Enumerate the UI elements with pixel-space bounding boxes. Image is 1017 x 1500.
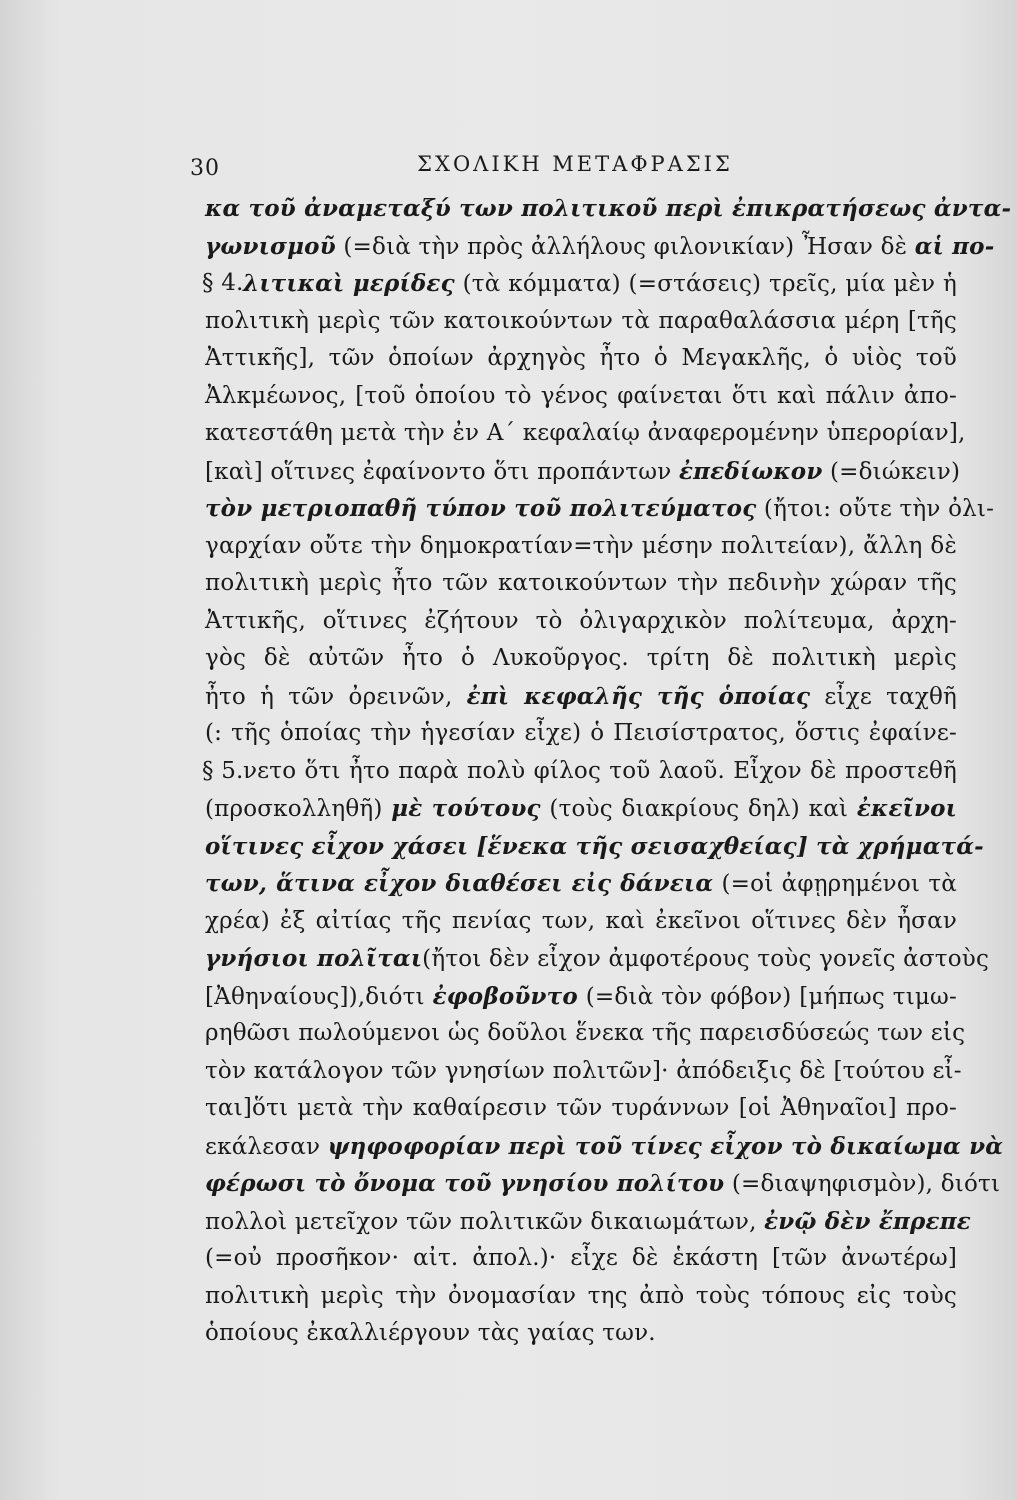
text-run: (τὰ κόμματα) (=στάσεις) τρεῖς, μία μὲν ἡ bbox=[454, 271, 957, 297]
text-run: πολιτικὴ μερὶς τῶν κατοικούντων τὰ παραθαλάσσια μέρη [τῆς bbox=[205, 307, 957, 334]
text-line bbox=[205, 415, 966, 453]
text-line bbox=[205, 1128, 1004, 1166]
text-run: κατεστάθη μετὰ τὴν ἐν Α΄ κεφαλαίῳ ἀναφερομένην ὑπερορίαν], bbox=[205, 420, 966, 446]
text-line bbox=[205, 340, 957, 378]
text-line bbox=[205, 1203, 971, 1241]
text-line bbox=[205, 190, 1012, 228]
emphasized-phrase: ἐπὶ κεφαλῆς τῆς ὁποίας bbox=[466, 682, 811, 710]
emphasized-phrase: ἐπεδίωκον bbox=[678, 457, 823, 485]
text-line bbox=[205, 678, 957, 716]
text-line bbox=[205, 715, 957, 753]
text-run: Ἀλκμέωνος, [τοῦ ὁποίου τὸ γένος φαίνεται ὅτι καὶ πάλιν ἀπο- bbox=[205, 382, 957, 409]
text-run: εκάλεσαν bbox=[205, 1133, 328, 1160]
emphasized-phrase: ἐκεῖνοι bbox=[856, 795, 957, 822]
emphasized-phrase: των, ἅτινα εἶχον διαθέσει εἰς δάνεια bbox=[205, 870, 714, 897]
text-run: γὸς δὲ αὐτῶν ἦτο ὁ Λυκοῦργος. τρίτη δὲ πολιτικὴ μερὶς bbox=[205, 645, 957, 671]
emphasized-phrase: αἱ πο- bbox=[914, 232, 995, 260]
line-content bbox=[243, 753, 957, 791]
running-title: ΣΧΟΛΙΚΗ ΜΕΤΑΦΡΑΣΙΣ bbox=[417, 152, 733, 176]
text-run: ἦτο ἡ τῶν ὀρεινῶν, bbox=[205, 683, 467, 710]
emphasized-phrase: οἵτινες εἶχον χάσει [ἕνεκα τῆς σεισαχθείας] τὰ χρήματά- bbox=[205, 832, 984, 860]
text-line bbox=[202, 753, 957, 791]
text-line bbox=[205, 528, 957, 566]
emphasized-phrase: γωνισμοῦ bbox=[205, 232, 336, 260]
text-line bbox=[205, 1278, 957, 1316]
text-line bbox=[205, 303, 957, 341]
text-run: (: τῆς ὁποίας τὴν ἡγεσίαν εἶχε) ὁ Πεισίστρατος, ὅστις ἐφαίνε- bbox=[205, 720, 957, 746]
text-run: ρηθῶσι πωλούμενοι ὡς δοῦλοι ἕνεκα τῆς παρεισδύσεώς των εἰς bbox=[205, 1020, 966, 1046]
emphasized-phrase: κα τοῦ ἀναμεταξύ των πολιτικοῦ περὶ ἐπικρατήσεως ἀντα- bbox=[205, 195, 1012, 222]
text-line bbox=[205, 978, 957, 1016]
text-run: πολιτικὴ μερὶς τὴν ὀνομασίαν της ἀπὸ τοὺς τόπους εἰς τοὺς bbox=[205, 1282, 957, 1309]
emphasized-phrase: τὸν μετριοπαθῆ τύπον τοῦ πολιτεύματος bbox=[205, 495, 757, 522]
emphasized-phrase: λιτικαὶ μερίδες bbox=[243, 270, 455, 297]
text-run: (=διὰ τὸν φόβον) [μήπως τιμω- bbox=[577, 983, 957, 1010]
text-line bbox=[205, 565, 957, 603]
text-run: (=διαψηφισμὸν), διότι bbox=[724, 1171, 1001, 1197]
text-line bbox=[205, 1240, 957, 1278]
text-run: (=οἱ ἀφῃρημένοι τὰ bbox=[713, 871, 957, 897]
text-run: (τοὺς διακρίους δηλ) καὶ bbox=[540, 796, 857, 822]
section-mark: § 4. bbox=[202, 270, 244, 296]
text-run: (=οὐ προσῆκον· αἰτ. ἀπολ.)· εἶχε δὲ ἑκάστη [τῶν ἀνωτέρω] bbox=[205, 1245, 957, 1271]
text-run: (=διὰ τὴν πρὸς ἀλλήλους φιλονικίαν) Ἦσαν δὲ bbox=[335, 233, 915, 260]
text-run: (ἤτοι: οὔτε τὴν ὀλι- bbox=[756, 496, 995, 522]
text-line bbox=[205, 1315, 957, 1353]
text-run: χρέα) ἐξ αἰτίας τῆς πενίας των, καὶ ἐκεῖνοι οἵτινες δὲν ἦσαν bbox=[205, 907, 957, 934]
text-run: πολιτικὴ μερὶς ἦτο τῶν κατοικούντων τὴν πεδινὴν χώραν τῆς bbox=[205, 570, 957, 596]
text-line bbox=[205, 603, 957, 641]
emphasized-phrase: ἐφοβοῦντο bbox=[432, 982, 578, 1010]
text-run: τὸν κατάλογον τῶν γνησίων πολιτῶν]· ἀπόδειξις δὲ [τούτου εἶ- bbox=[205, 1057, 962, 1084]
body-text bbox=[202, 190, 1012, 1353]
page-header bbox=[190, 148, 960, 182]
text-run: (προσκολληθῆ) bbox=[205, 796, 392, 822]
text-line bbox=[205, 378, 957, 416]
emphasized-phrase: ψηφοφορίαν περὶ τοῦ τίνες εἶχον τὸ δικαίωμα νὰ bbox=[327, 1132, 1004, 1160]
emphasized-phrase: φέρωσι τὸ ὄνομα τοῦ γνησίου πολίτου bbox=[205, 1170, 725, 1197]
text-line bbox=[205, 490, 995, 528]
emphasized-phrase: γνήσιοι πολῖται bbox=[205, 945, 423, 972]
text-line bbox=[205, 903, 957, 941]
text-run: πολλοὶ μετεῖχον τῶν πολιτικῶν δικαιωμάτων, bbox=[205, 1208, 765, 1235]
text-run: Ἀττικῆς, οἵτινες ἐζήτουν τὸ ὀλιγαρχικὸν πολίτευμα, ἀρχη- bbox=[205, 607, 957, 634]
section-mark: § 5. bbox=[202, 757, 244, 784]
text-line bbox=[205, 640, 957, 678]
text-line bbox=[205, 940, 990, 978]
text-run: [καὶ] οἵτινες ἐφαίνοντο ὅτι προπάντων bbox=[205, 458, 679, 485]
text-line bbox=[205, 828, 984, 866]
emphasized-phrase: μὲ τούτους bbox=[391, 795, 541, 822]
text-line bbox=[205, 1090, 957, 1128]
text-run: νετο ὅτι ἦτο παρὰ πολὺ φίλος τοῦ λαοῦ. Εἶχον δὲ προστεθῆ bbox=[243, 757, 957, 784]
text-run: ται]ὅτι μετὰ τὴν καθαίρεσιν τῶν τυράννων [οἱ Ἀθηναῖοι] προ- bbox=[205, 1095, 957, 1121]
text-line bbox=[205, 1053, 962, 1091]
text-line bbox=[205, 228, 995, 266]
page-number: 30 bbox=[190, 156, 220, 181]
text-run: [Ἀθηναίους]),διότι bbox=[205, 983, 433, 1010]
text-run: εἶχε ταχθῆ bbox=[810, 683, 957, 710]
text-line bbox=[205, 790, 957, 828]
text-run: Ἀττικῆς], τῶν ὁποίων ἀρχηγὸς ἦτο ὁ Μεγακλῆς, ὁ υἱὸς τοῦ bbox=[205, 345, 957, 371]
text-line bbox=[202, 265, 957, 303]
text-run: (ἤτοι δὲν εἶχον ἀμφοτέρους τοὺς γονεῖς ἀστοὺς bbox=[422, 946, 990, 972]
text-run: ὁποίους ἐκαλλιέργουν τὰς γαίας των. bbox=[205, 1320, 656, 1346]
text-run: (=διώκειν) bbox=[822, 458, 961, 485]
text-line bbox=[205, 453, 961, 491]
text-line bbox=[205, 1015, 966, 1053]
text-run: γαρχίαν οὔτε τὴν δημοκρατίαν=τὴν μέσην πολιτείαν), ἄλλη δὲ bbox=[205, 532, 957, 559]
text-line bbox=[205, 1165, 1001, 1203]
line-content bbox=[243, 265, 957, 304]
text-line bbox=[205, 865, 957, 903]
emphasized-phrase: ἐνῷ δὲν ἔπρεπε bbox=[764, 1207, 971, 1235]
